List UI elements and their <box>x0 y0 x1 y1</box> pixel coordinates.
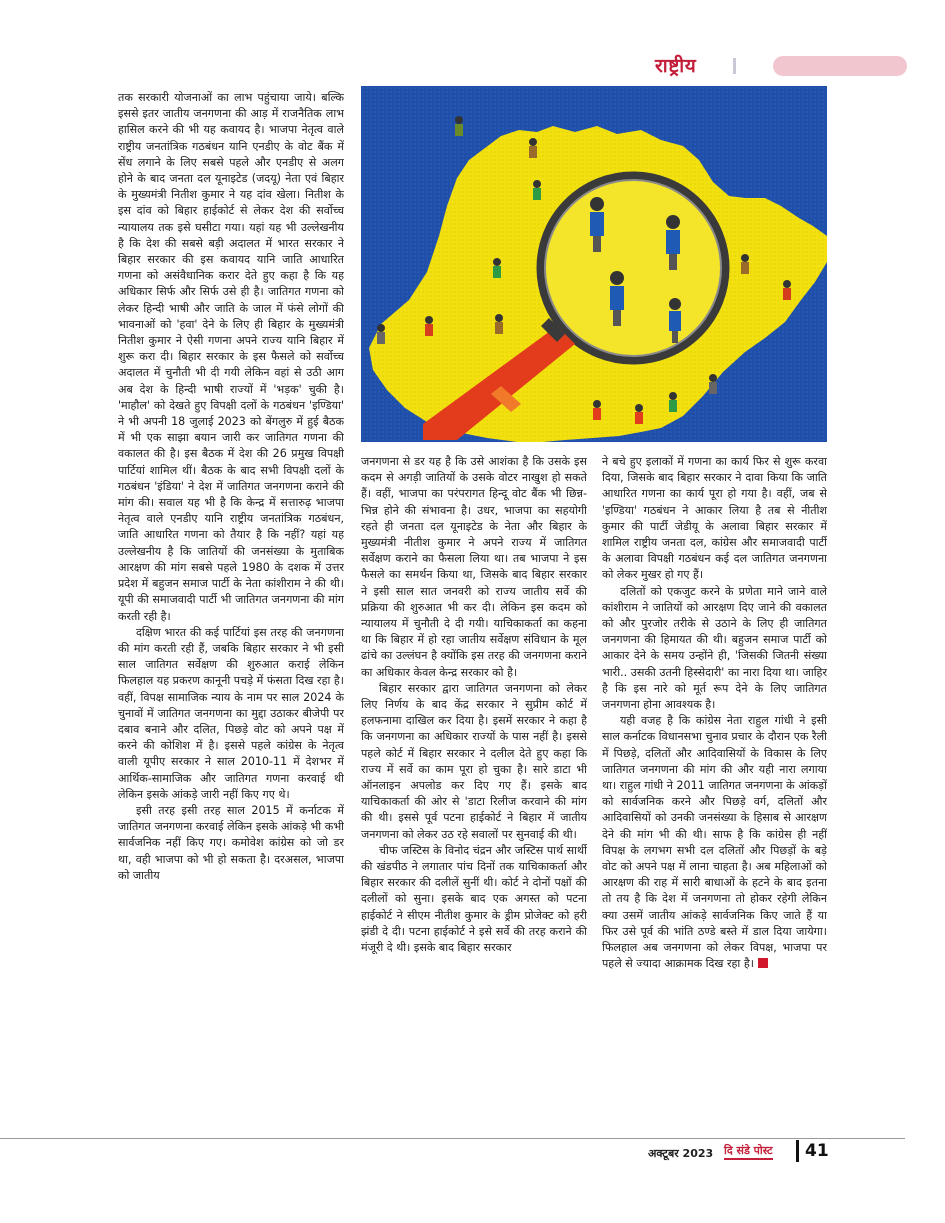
page-number: 41 <box>805 1141 829 1161</box>
paragraph-text: यही वजह है कि कांग्रेस नेता राहुल गांधी ने इसी साल कर्नाटक विधानसभा चुनाव प्रचार के दौरान एक रैली में पिछड़े, दलितों और आदिवासियों के विकास के लिए जातिगत जनगणना की मांग की और यही नारा लगाया था। राहुल गांधी ने 2011 जातिगत जनगणना के आंकड़ों को सार्वजनिक करने और पिछड़े वर्ग, दलितों और आदिवासियों को उनकी जनसंख्या के हिसाब से आरक्षण देने की मांग भी की थी। साफ है कि कांग्रेस ही नहीं विपक्ष के लगभग सभी दल दलितों और पिछड़ों के बड़े वोट को अपने पक्ष में लाना चाहता है। अब महिलाओं को आरक्षण की राह में सारी बाधाओं के हटने के बाद इतना तो तय है कि देश में जनगणना तो होकर रहेगी लेकिन क्या उसमें जातीय आंकड़े सार्वजनिक किए जाते हैं या फिर उसे पूर्व की भांति ठण्डे बस्ते में डाल दिया जायेगा। फिलहाल अब जनगणना को लेकर विपक्ष, भाजपा पर पहले से ज्यादा आक्रामक दिख रहा है। <box>602 714 827 971</box>
footer-rule <box>0 1138 905 1139</box>
paragraph: जनगणना से डर यह है कि उसे आशंका है कि उसके इस कदम से अगड़ी जातियों के उसके वोटर नाखुश हो सकते हैं। वहीं, भाजपा का परंपरागत हिन्दू वोट बैंक भी छिन्न-भिन्न होने की संभावना है। उधर, भाजपा का सहयोगी रहते ही जनता दल यूनाइटेड के नेता और बिहार के मुख्यमंत्री नीतीश कुमार ने अपने राज्य में जातिगत सर्वेक्षण कराने का फैसला लिया था। तब भाजपा ने इस फैसले का समर्थन किया था, जिसके बाद बिहार सरकार ने इसी साल सात जनवरी को राज्य जातीय सर्वे की प्रक्रिया की शुरुआत भी कर दी। लेकिन इस कदम को न्यायालय में चुनौती दे दी गयी। याचिकाकर्ता का कहना था कि बिहार में हो रहा जातीय सर्वेक्षण संविधान के मूल ढांचे का उल्लंघन है क्योंकि इस तरह की जनगणना कराने का अधिकार केवल केन्द्र सरकार को है। <box>361 455 587 679</box>
paragraph: दक्षिण भारत की कई पार्टियां इस तरह की जनगणना की मांग करती रही हैं, जबकि बिहार सरकार ने भी इसी साल जातिगत सर्वेक्षण की शुरुआत कराई लेकिन फिलहाल यह प्रकरण कानूनी पचड़े में फंसता दिख रहा है। वहीं, विपक्ष सामाजिक न्याय के नाम पर साल 2024 के चुनावों में जातिगत जनगणना का मुद्दा उठाकर बीजेपी पर दबाव बनाने और दलित, पिछड़े वोट को अपने पक्ष में करने की कोशिश में है। इससे पहले कांग्रेस के नेतृत्व वाली यूपीए सरकार ने साल 2010-11 में देशभर में आर्थिक-सामाजिक और जातिगत गणना करवाई थी लेकिन इसके आंकड़े जारी नहीं किए गए थे। <box>118 625 344 801</box>
paragraph: इसी तरह इसी तरह साल 2015 में कर्नाटक में जातिगत जनगणना करवाई लेकिन इसके आंकड़े भी कभी सार्वजनिक नहीं किए गए। कमोवेश कांग्रेस को जो डर था, वही भाजपा को भी हो सकता है। दरअसल, भाजपा को जातीय <box>118 803 344 882</box>
paragraph: चीफ जस्टिस के विनोद चंद्रन और जस्टिस पार्थ सार्थी की खंडपीठ ने लगातार पांच दिनों तक याचिकाकर्ता और बिहार सरकार की दलीलें सुनीं थी। कोर्ट ने दोनों पक्षों की दलीलों को सुना। इसके बाद एक अगस्त को पटना हाईकोर्ट ने सीएम नीतीश कुमार के ड्रीम प्रोजेक्ट को हरी झंडी दे दी। पटना हाईकोर्ट ने इसे सर्वे की तरह कराने की मंजूरी दे थी। इसके बाद बिहार सरकार <box>361 843 587 955</box>
footer-separator <box>796 1140 799 1162</box>
paragraph: तक सरकारी योजनाओं का लाभ पहुंचाया जाये। बल्कि इससे इतर जातीय जनगणना की आड़ में राजनैतिक लाभ हासिल करने की भी यह कवायद है। भाजपा नेतृत्व वाले राष्ट्रीय जनतांत्रिक गठबंधन यानि एनडीए के वोट बैंक में सेंध लगाने के लिए सबसे पहले और एनडीए से अलग होने के बाद जनता दल यूनाइटेड (जदयू) नेता एवं बिहार के मुख्यमंत्री नितीश कुमार ने यह दांव खेला। नितीश के इस दांव को बिहार हाईकोर्ट से लेकर देश की सर्वोच्च न्यायालय तक इसे घसीटा गया। यहां यह भी उल्लेखनीय है कि देश की सबसे बड़ी अदालत में भारत सरकार ने बिहार सरकार की इस कवायद यानि जाति आधारित गणना को असंवैधानिक करार देते हुए कहा है कि यह अधिकार सिर्फ और सिर्फ उसे ही है। जातिगत गणना को लेकर हिन्दी भाषी और जाति के जाल में फंसे लोगों की भावनाओं को 'हवा' देने के लिए ही बिहार के मुख्यमंत्री नितीश कुमार ने ऐसी गणना अपने राज्य यानि बिहार में शुरू करा दी। बिहार सरकार के इस फैसले को सर्वोच्च अदालत में चुनौती भी दी गयी लेकिन वहां से उठी आग अब देश के हिन्दी भाषी राज्यों में 'भड़क' चुकी है। 'माहौल' को देखते हुए विपक्षी दलों के गठबंधन 'इण्डिया' ने भी अपनी 18 जुलाई 2023 को बेंगलुरु में हुई बैठक में भी एक साझा बयान जारी कर जातिगत गणना की वकालत की है। इस बैठक में देश की 26 प्रमुख विपक्षी पार्टियां शामिल थीं। बैठक के बाद सभी विपक्षी दलों के गठबंधन 'इंडिया' ने देश में जातिगत जनगणना कराने की मांग की। सवाल यह भी है कि केन्द्र में सत्तारुढ़ भाजपा नेतृत्व वाले एनडीए यानि राष्ट्रीय जनतांत्रिक गठबंधन, जाति आधारित गणना को तैयार है कि नहीं? यहां यह उल्लेखनीय है कि जातियों की जनसंख्या के मुताबिक आरक्षण की मांग सबसे पहले 1980 के दशक में उत्तर प्रदेश में बहुजन समाज पार्टी के नेता कांशीराम ने की थी। यूपी की समाजवादी पार्टी भी जातिगत जनगणना की मांग करती रही है। <box>118 91 344 623</box>
footer-date: अक्टूबर 2023 <box>648 1147 714 1160</box>
article-end-mark <box>758 958 768 968</box>
bihar-map-magnifier-illustration <box>361 86 827 442</box>
header-pill <box>773 56 907 76</box>
section-title: राष्ट्रीय <box>655 55 697 77</box>
paragraph: बिहार सरकार द्वारा जातिगत जनगणना को लेकर लिए निर्णय के बाद केंद्र सरकार ने सुप्रीम कोर्ट में हलफनामा दाखिल कर दिया है। इसमें सरकार ने कहा है कि जनगणना का अधिकार राज्यों के पास नहीं है। इससे पहले कोर्ट में बिहार सरकार ने दलील देते हुए कहा कि राज्य में सर्वे का काम पूरा हो चुका है। सारे डाटा भी ऑनलाइन अपलोड कर दिए गए हैं। इसके बाद याचिकाकर्ता की ओर से 'डाटा रिलीज करवाने की मांग की थी। इससे पूर्व पटना हाईकोर्ट ने बिहार में जातीय जनगणना को लेकर उठ रहे सवालों पर सुनवाई की थी। <box>361 681 587 841</box>
article-column-2 <box>361 454 587 1126</box>
article-column-1 <box>118 90 344 1125</box>
paragraph <box>602 713 827 972</box>
header-separator <box>733 58 736 74</box>
paragraph: दलितों को एकजुट करने के प्रणेता माने जाने वाले कांशीराम ने जातियों को आरक्षण दिए जाने की वकालत को और पुरजोर तरीके से उठाने के लिए ही जातिगत जनगणना की हिमायत की थी। बहुजन समाज पार्टी को आकार देने के समय उन्होंने ही, 'जिसकी जितनी संख्या भारी.. उसकी उतनी हिस्सेदारी' का नारा दिया था। जाहिर है कि इस नारे को मूर्त रूप देने के लिए जातिगत जनगणना होना आवश्यक है। <box>602 584 827 712</box>
paragraph: ने बचे हुए इलाकों में गणना का कार्य फिर से शुरू करवा दिया, जिसके बाद बिहार सरकार ने दावा किया कि जाति आधारित गणना का कार्य पूरा हो गया है। वहीं, जब से 'इण्डिया' गठबंधन ने आकार लिया है तब से नीतीश कुमार की पार्टी जेडीयू के अलावा बिहार सरकार में शामिल राष्ट्रीय जनता दल, कांग्रेस और समाजवादी पार्टी के अलावा विपक्षी गठबंधन कई दल जातिगत जनगणना को लेकर मुखर हो गए हैं। <box>602 455 827 582</box>
article-column-3 <box>602 454 827 1126</box>
footer-brand-logo: दि संडे पोस्ट <box>724 1143 773 1160</box>
